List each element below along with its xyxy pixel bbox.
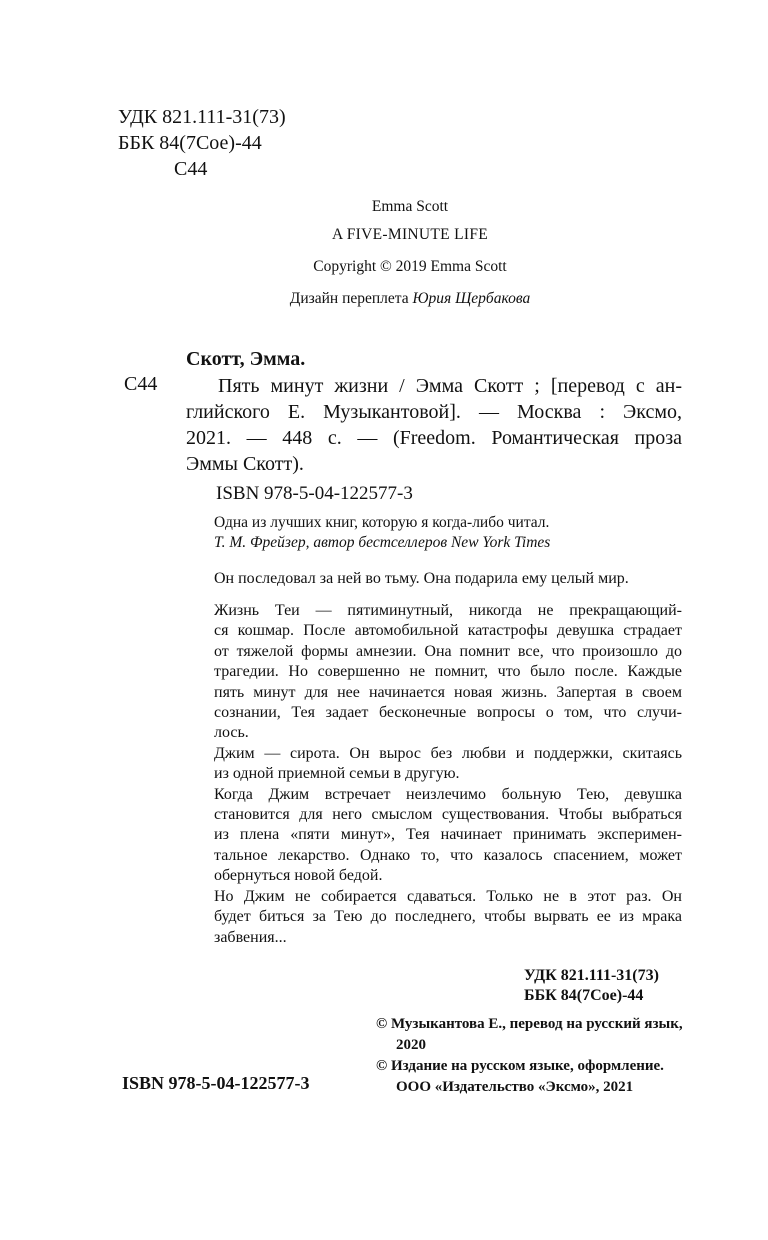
annotation-line: пять минут для нее начинается новая жизнь. Запертая в своем	[214, 683, 682, 701]
bbk-code-bottom: ББК 84(7Сое)-44	[524, 987, 644, 1004]
annotation-line: сознании, Тея задает бесконечные вопросы о том, что случи-	[214, 704, 682, 722]
annotation-line: ся кошмар. После автомобильной катастрофы девушка страдает	[214, 622, 682, 640]
original-author: Emma Scott	[371, 198, 449, 215]
annotation-line: из плена «пяти минут», Тея начинает принимать эксперимен-	[214, 826, 682, 844]
isbn-bottom: ISBN 978-5-04-122577-3	[122, 1073, 310, 1093]
udk-code: УДК 821.111-31(73)	[118, 106, 286, 128]
call-number: С44	[124, 373, 158, 395]
design-label: Дизайн переплета	[289, 290, 409, 307]
udk-code-bottom: УДК 821.111-31(73)	[524, 967, 659, 984]
annotation-line: из одной приемной семьи в другую.	[214, 765, 460, 783]
bib-line: Эммы Скотт).	[186, 453, 304, 475]
designer-name: Юрия Щербакова	[412, 290, 531, 307]
cover-design-credit	[26, 290, 768, 308]
annotation-line: Когда Джим встречает неизлечимо больную Тею, девушка	[214, 785, 682, 803]
annotation-line: лось.	[214, 724, 249, 742]
bib-line: глийского Е. Музыкантовой]. — Москва : Эксмо,	[186, 401, 682, 423]
annotation-line: будет биться за Тею до последнего, чтобы вырвать ее из мрака	[214, 908, 682, 926]
bibliographic-description	[186, 373, 682, 477]
tagline: Он последовал за ней во тьму. Она подарила ему целый мир.	[214, 570, 629, 587]
isbn-record: ISBN 978-5-04-122577-3	[216, 483, 413, 504]
original-copyright: Copyright © 2019 Emma Scott	[313, 258, 507, 275]
annotation-line: от тяжелой формы амнезии. Она помнит все, что произошло до	[214, 642, 682, 660]
quote-attribution: Т. М. Фрейзер, автор бестселлеров New York Times	[214, 534, 551, 551]
annotation-line: Жизнь Теи — пятиминутный, никогда не прекращающий-	[214, 602, 682, 619]
annotation-line: становится для него смыслом существования. Чтобы выбраться	[214, 806, 682, 824]
annotation-line: забвения...	[214, 928, 287, 946]
author-mark: С44	[174, 158, 208, 180]
annotation-line: Джим — сирота. Он вырос без любви и поддержки, скитаясь	[214, 744, 682, 762]
bib-line: Пять минут жизни / Эмма Скотт ; [перевод с ан-	[218, 375, 682, 397]
bbk-code: ББК 84(7Сое)-44	[118, 132, 262, 154]
annotation-line: тальное лекарство. Однако то, что казалось спасением, может	[214, 846, 682, 864]
bib-line: 2021. — 448 с. — (Freedom. Романтическая проза	[186, 427, 682, 449]
author-heading: Скотт, Эмма.	[186, 348, 306, 370]
annotation	[214, 601, 682, 948]
review-quote	[214, 513, 550, 553]
translation-copyright-year: 2020	[396, 1037, 426, 1053]
annotation-line: трагедии. Но совершенно не помнит, что было после. Каждые	[214, 663, 682, 681]
classification-bottom	[524, 966, 659, 1006]
edition-copyright: © Издание на русском языке, оформление.	[376, 1058, 664, 1074]
classification-top	[118, 104, 286, 182]
copyright-notices	[376, 1014, 706, 1098]
translation-copyright: © Музыкантова Е., перевод на русский язык,	[376, 1016, 683, 1032]
annotation-line: обернуться новой бедой.	[214, 867, 383, 885]
original-title: A FIVE-MINUTE LIFE	[331, 226, 489, 243]
annotation-line: Но Джим не собирается сдаваться. Только не в этот раз. Он	[214, 887, 682, 905]
publisher-copyright: ООО «Издательство «Эксмо», 2021	[396, 1079, 634, 1095]
quote-text: Одна из лучших книг, которую я когда-либо читал.	[214, 514, 550, 531]
